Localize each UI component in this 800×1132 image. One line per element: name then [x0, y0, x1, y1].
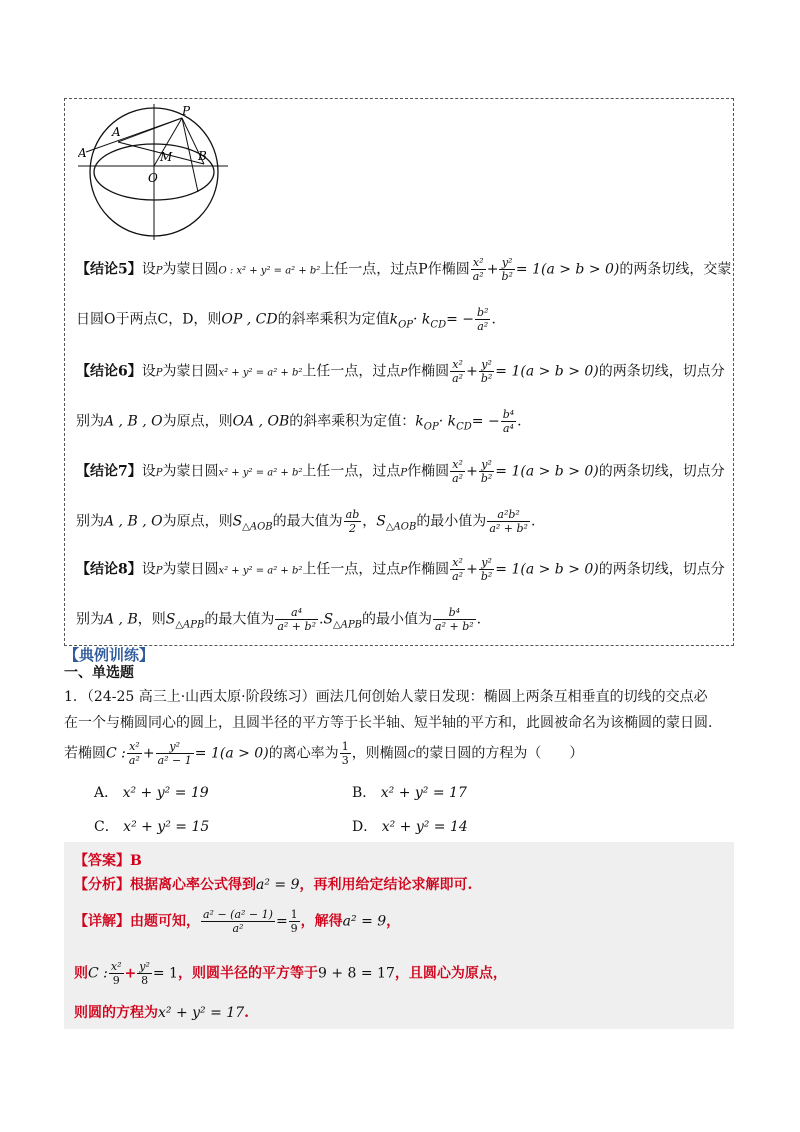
detail-line: 【详解】由题可知， $\frac{\text{a² − (a² − 1)}}{\text{a²}}$ = $\frac{1}{9}$ ，解得a² = 9，	[74, 908, 401, 935]
label-A: A	[112, 125, 121, 139]
answer-label: 【答案】B	[74, 853, 142, 869]
question-line-1: 1．（24-25 高三上·山西太原·阶段练习）画法几何创始人蒙日发现：椭圆上两条互相垂直的切线的交点必	[64, 689, 708, 705]
conclusion-6-line-1: 【结论6】设P为蒙日圆x² + y² = a² + b²上任一点，过点P作椭圆 $\frac{\text{x²}}{\text{a²}}$ + $\frac{\text{y²}}{\text{b²}}$ = 1(a > b > 0)的两条切线，切点分	[76, 358, 725, 385]
conclusion-8-line-2: 别为A , B，则$S_{\triangle APB}$的最大值为 $\frac{\text{a⁴}}{\text{a² + b²}}$ $.S_{\triangle APB}$的最小值为 $\frac{\text{b⁴}}{\text{a² + b²}}$ .	[76, 606, 482, 633]
analysis-line: 【分析】根据离心率公式得到a² = 9，再利用给定结论求解即可.	[74, 877, 473, 893]
label-O: O	[148, 171, 158, 185]
section-subtitle: 一、单选题	[64, 665, 134, 681]
option-a[interactable]: A． x² + y² = 19	[94, 785, 209, 801]
conclusion-7-line-2: 别为A , B , O为原点，则$S_{\triangle AOB}$的最大值为 $\frac{ab}{2}$ ，$S_{\triangle AOB}$的最小值为 $\frac{\text{a²b²}}{\text{a² + b²}}$ .	[76, 508, 536, 535]
conclusion-5-line-1: 【结论5】设P为蒙日圆O : x² + y² = a² + b²上任一点，过点P作椭圆 $\frac{\text{x²}}{\text{a²}}$ + $\frac{\text{y²}}{\text{b²}}$ = 1(a > b > 0)的两条切线，交蒙	[76, 256, 732, 283]
monge-circle-figure	[78, 102, 228, 242]
conclusion-7-line-1: 【结论7】设P为蒙日圆x² + y² = a² + b²上任一点，过点P作椭圆 $\frac{\text{x²}}{\text{a²}}$ + $\frac{\text{y²}}{\text{b²}}$ = 1(a > b > 0)的两条切线，切点分	[76, 458, 725, 485]
option-b[interactable]: B． x² + y² = 17	[352, 785, 467, 801]
question-line-2: 在一个与椭圆同心的圆上，且圆半径的平方等于长半轴、短半轴的平方和，此圆被命名为该椭圆的蒙日圆.	[64, 715, 713, 731]
conclusion-line: 则C : $\frac{\text{x²}}{9}$ + $\frac{\text{y²}}{8}$ = 1，则圆半径的平方等于9 + 8 = 17，且圆心为原点，	[74, 960, 507, 987]
label-M: M	[160, 150, 173, 164]
option-d[interactable]: D． x² + y² = 14	[352, 819, 468, 835]
section-title: 【典例训练】	[64, 646, 155, 664]
final-equation-line: 则圆的方程为x² + y² = 17.	[74, 1005, 249, 1021]
question-line-3: 若椭圆C : $\frac{\text{x²}}{\text{a²}}$ + $\frac{\text{y²}}{\text{a² − 1}}$ = 1(a > 0)的离心率为 $\frac{1}{3}$ ，则椭圆C的蒙日圆的方程为（ ）	[64, 740, 584, 767]
conclusion-6-line-2: 别为A , B , O为原点，则OA , OB的斜率乘积为定值：$k_{OP}\cdot k_{CD}=$ − $\frac{\text{b⁴}}{\text{a⁴}}$ .	[76, 408, 522, 435]
answer-box	[64, 842, 734, 1029]
option-c[interactable]: C． x² + y² = 15	[94, 819, 210, 835]
conclusion-5-line-2: 日圆O于两点C，D，则OP , CD的斜率乘积为定值$k_{OP}\cdot k_{CD}=$ − $\frac{\text{b²}}{\text{a²}}$ .	[76, 306, 496, 333]
label-B: B	[198, 149, 207, 163]
conclusion-8-line-1: 【结论8】设P为蒙日圆x² + y² = a² + b²上任一点，过点P作椭圆 $\frac{\text{x²}}{\text{a²}}$ + $\frac{\text{y²}}{\text{b²}}$ = 1(a > b > 0)的两条切线，切点分	[76, 556, 725, 583]
label-P: P	[182, 104, 191, 118]
label-A-outer: A	[78, 146, 87, 160]
